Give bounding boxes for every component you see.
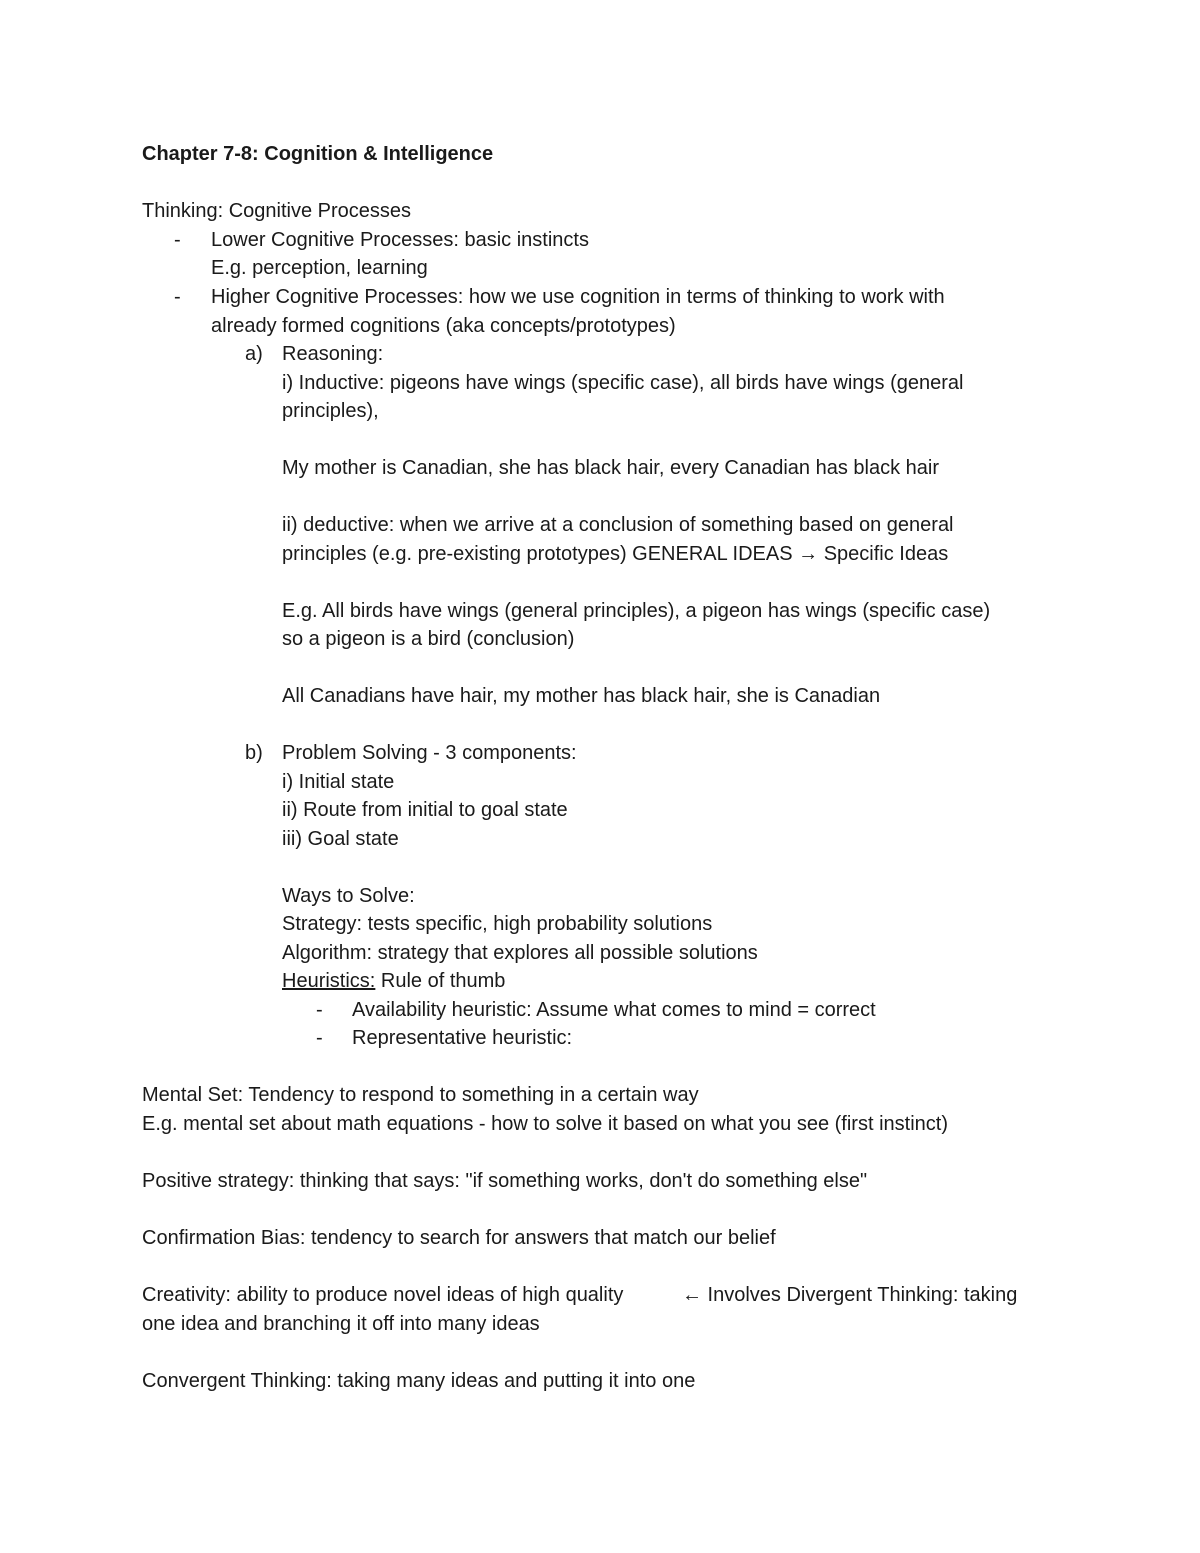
heuristics-text: Rule of thumb: [375, 970, 506, 992]
text-line: Mental Set: Tendency to respond to something in a certain way: [142, 1084, 699, 1106]
bullet-dash: -: [316, 1027, 323, 1049]
heuristics-label: Heuristics:: [282, 970, 376, 992]
bullet-dash: -: [174, 286, 181, 308]
text-line: principles),: [282, 400, 379, 422]
text-line: principles (e.g. pre-existing prototypes) GENERAL IDEAS → Specific Ideas: [282, 543, 949, 565]
text-line: i) Initial state: [282, 771, 395, 793]
text-line: so a pigeon is a bird (conclusion): [282, 628, 575, 650]
text-line: Strategy: tests specific, high probability solutions: [282, 913, 713, 935]
text-line: Representative heuristic:: [352, 1027, 573, 1049]
text-line: one idea and branching it off into many ideas: [142, 1313, 540, 1335]
text-line: Higher Cognitive Processes: how we use cognition in terms of thinking to work with: [211, 286, 945, 308]
text-line: Ways to Solve:: [282, 885, 415, 907]
text-line: ← Involves Divergent Thinking: taking: [682, 1284, 1018, 1306]
text-line: E.g. mental set about math equations - how to solve it based on what you see (first instinct): [142, 1113, 948, 1135]
text-line: Reasoning:: [282, 343, 384, 365]
bullet-dash: -: [174, 229, 181, 251]
text-line: All Canadians have hair, my mother has black hair, she is Canadian: [282, 685, 881, 707]
text-line: Problem Solving - 3 components:: [282, 742, 577, 764]
text-line: Convergent Thinking: taking many ideas and putting it into one: [142, 1370, 696, 1392]
text-line: Algorithm: strategy that explores all possible solutions: [282, 942, 758, 964]
text-line: Creativity: ability to produce novel ideas of high quality: [142, 1284, 624, 1306]
section-heading: Thinking: Cognitive Processes: [142, 200, 412, 222]
text-line: E.g. All birds have wings (general principles), a pigeon has wings (specific case): [282, 600, 991, 622]
text-line: i) Inductive: pigeons have wings (specific case), all birds have wings (general: [282, 372, 964, 394]
list-marker: a): [245, 343, 263, 365]
text-line: Availability heuristic: Assume what comes to mind = correct: [352, 999, 876, 1021]
text-line: already formed cognitions (aka concepts/prototypes): [211, 315, 676, 337]
heuristics-line: [282, 967, 505, 995]
text-line: ii) Route from initial to goal state: [282, 799, 568, 821]
page-title: Chapter 7-8: Cognition & Intelligence: [142, 143, 494, 165]
list-marker: b): [245, 742, 263, 764]
text-line: My mother is Canadian, she has black hair, every Canadian has black hair: [282, 457, 940, 479]
text-line: Confirmation Bias: tendency to search for answers that match our belief: [142, 1227, 776, 1249]
text-line: iii) Goal state: [282, 828, 399, 850]
text-line: E.g. perception, learning: [211, 257, 428, 279]
text-line: ii) deductive: when we arrive at a conclusion of something based on general: [282, 514, 954, 536]
text-line: Lower Cognitive Processes: basic instincts: [211, 229, 589, 251]
text-line: Positive strategy: thinking that says: "if something works, don't do something else": [142, 1170, 868, 1192]
bullet-dash: -: [316, 999, 323, 1021]
